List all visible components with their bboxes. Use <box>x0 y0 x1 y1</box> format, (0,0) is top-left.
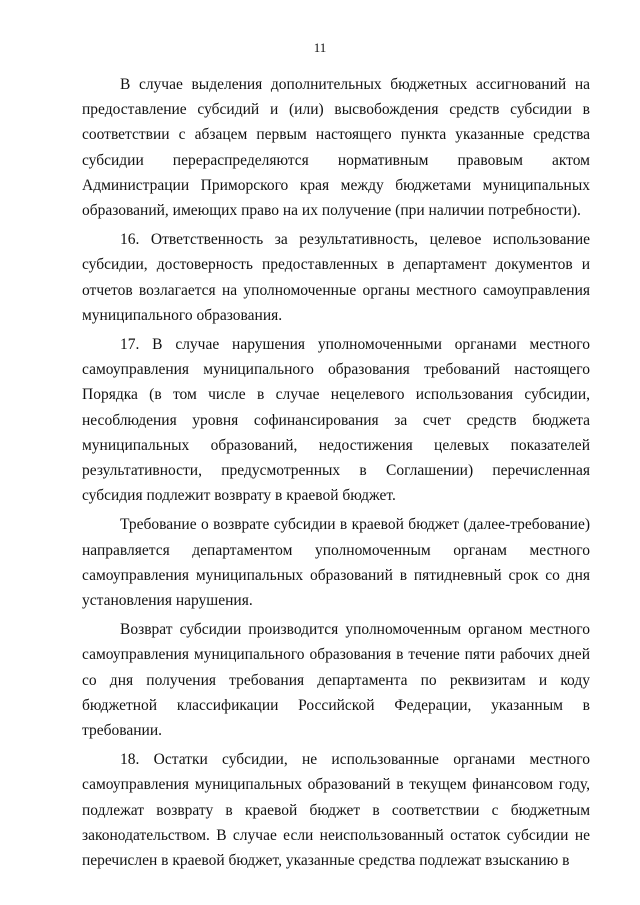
page-number: 11 <box>313 40 327 55</box>
paragraph-return-procedure: Возврат субсидии производится уполномоченным органом местного самоуправления муниципального образования в течение пяти рабочих дней со дня получения требования департамента по реквизитам и коду бюджетной классификации Российской Федерации, указанным в требовании. <box>82 621 590 740</box>
paragraph-reallocation: В случае выделения дополнительных бюджетных ассигнований на предоставление субсидий и (или) высвобождения средств субсидии в соответствии с абзацем первым настоящего пункта указанные средства субсидии перераспределяются нормативным правовым актом Администрации Приморского края между бюджетами муниципальных образований, имеющих право на их получение (при наличии потребности). <box>82 76 590 220</box>
paragraph-return-requirement: Требование о возврате субсидии в краевой бюджет (далее-требование) направляется департаментом уполномоченным органам местного самоуправления муниципальных образований в пятидневный срок со дня установления нарушения. <box>82 516 590 610</box>
paragraph-item-17: 17. В случае нарушения уполномоченными органами местного самоуправления муниципального образования требований настоящего Порядка (в том числе в случае нецелевого использования субсидии, несоблюдения уровня софинансирования за счет средств бюджета муниципальных образований, недостижения целевых показателей результативности, предусмотренных в Соглашении) перечисленная субсидия подлежит возврату в краевой бюджет. <box>82 336 590 505</box>
paragraph-item-16: 16. Ответственность за результативность, целевое использование субсидии, достоверность предоставленных в департамент документов и отчетов возлагается на уполномоченные органы местного самоуправления муниципального образования. <box>82 231 590 324</box>
document-body <box>82 72 590 877</box>
paragraph-item-18: 18. Остатки субсидии, не использованные органами местного самоуправления муниципальных образований в текущем финансовом году, подлежат возврату в краевой бюджет в соответствии с бюджетным законодательством. В случае если неиспользованный остаток субсидии не перечислен в краевой бюджет, указанные средства подлежат взысканию в <box>82 751 590 870</box>
